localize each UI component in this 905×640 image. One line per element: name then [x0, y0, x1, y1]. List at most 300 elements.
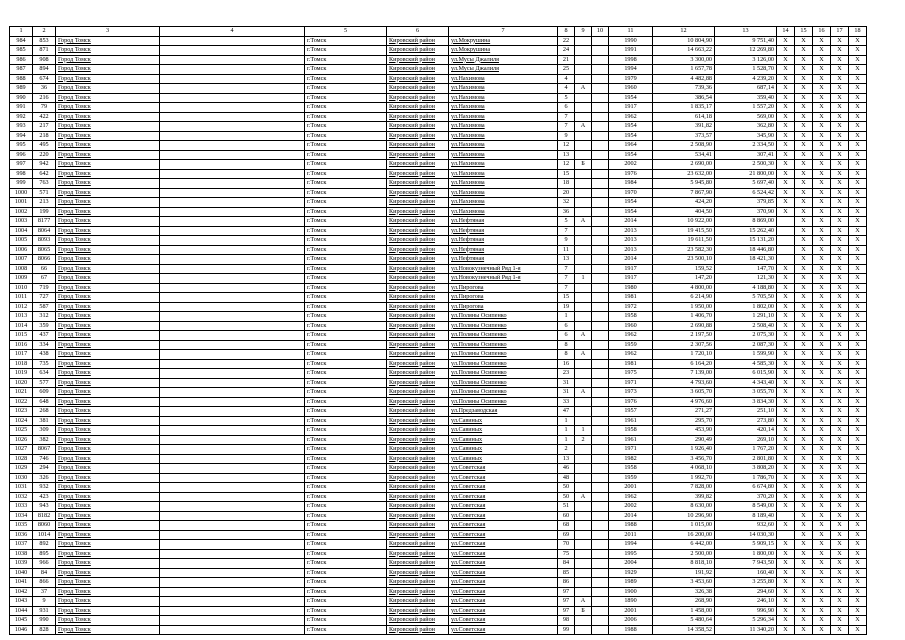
municipality-note-cell — [160, 587, 305, 597]
structure-cell — [592, 407, 609, 417]
structure-cell — [592, 150, 609, 160]
living-area-cell: 370,20 — [715, 492, 777, 502]
structure-cell — [592, 112, 609, 122]
living-area-cell: 251,10 — [715, 407, 777, 417]
year-built-cell: 1970 — [609, 188, 653, 198]
total-area-cell: 391,82 — [653, 122, 715, 132]
structure-cell — [592, 416, 609, 426]
building-letter-cell — [575, 321, 592, 331]
building-letter-cell — [575, 74, 592, 84]
flag-17-cell: X — [831, 502, 849, 512]
flag-14-cell: X — [777, 112, 795, 122]
table-row — [10, 445, 867, 455]
street-cell: ул.Пирогова — [449, 293, 558, 303]
house-number-cell: 5 — [558, 217, 575, 227]
municipality-note-cell — [160, 141, 305, 151]
building-id-cell: 220 — [33, 150, 56, 160]
year-built-cell: 1975 — [609, 369, 653, 379]
table-row — [10, 578, 867, 588]
settlement-cell: г.Томск — [305, 578, 387, 588]
year-built-cell: 2014 — [609, 255, 653, 265]
row-number-cell: 1036 — [10, 530, 33, 540]
district-cell: Кировский район — [387, 245, 449, 255]
house-number-cell: 47 — [558, 407, 575, 417]
flag-18-cell: X — [849, 340, 867, 350]
flag-16-cell: X — [813, 492, 831, 502]
building-letter-cell — [575, 559, 592, 569]
building-id-cell: 312 — [33, 312, 56, 322]
district-cell: Кировский район — [387, 407, 449, 417]
table-row — [10, 369, 867, 379]
total-area-cell: 10 296,90 — [653, 511, 715, 521]
total-area-cell: 23 632,00 — [653, 169, 715, 179]
structure-cell — [592, 454, 609, 464]
living-area-cell: 294,60 — [715, 587, 777, 597]
flag-14-cell: X — [777, 616, 795, 626]
building-id-cell: 8060 — [33, 521, 56, 531]
flag-16-cell: X — [813, 473, 831, 483]
building-letter-cell: Б — [575, 160, 592, 170]
municipality-cell: Город Томск — [56, 540, 160, 550]
building-id-cell: 8066 — [33, 255, 56, 265]
settlement-cell: г.Томск — [305, 236, 387, 246]
row-number-cell: 1023 — [10, 407, 33, 417]
street-cell: ул.Советская — [449, 549, 558, 559]
settlement-cell: г.Томск — [305, 188, 387, 198]
year-built-cell: 1954 — [609, 122, 653, 132]
flag-15-cell: X — [795, 207, 813, 217]
building-letter-cell — [575, 445, 592, 455]
table-row — [10, 122, 867, 132]
flag-17-cell: X — [831, 454, 849, 464]
building-id-cell: 213 — [33, 198, 56, 208]
year-built-cell: 1995 — [609, 549, 653, 559]
municipality-note-cell — [160, 407, 305, 417]
column-header-5: 5 — [305, 27, 387, 37]
street-cell: ул.Савиных — [449, 454, 558, 464]
municipality-note-cell — [160, 293, 305, 303]
street-cell: ул.Нахимова — [449, 179, 558, 189]
total-area-cell: 147,20 — [653, 274, 715, 284]
building-letter-cell — [575, 473, 592, 483]
table-row — [10, 198, 867, 208]
table-row — [10, 435, 867, 445]
total-area-cell: 7 139,00 — [653, 369, 715, 379]
year-built-cell: 1962 — [609, 492, 653, 502]
house-number-cell: 97 — [558, 606, 575, 616]
district-cell: Кировский район — [387, 255, 449, 265]
total-area-cell: 2 307,56 — [653, 340, 715, 350]
living-area-cell: 687,14 — [715, 84, 777, 94]
building-id-cell: 84 — [33, 568, 56, 578]
row-number-cell: 1038 — [10, 549, 33, 559]
flag-17-cell: X — [831, 245, 849, 255]
structure-cell — [592, 93, 609, 103]
table-row — [10, 587, 867, 597]
structure-cell — [592, 369, 609, 379]
row-number-cell: 1013 — [10, 312, 33, 322]
structure-cell — [592, 483, 609, 493]
table-row — [10, 274, 867, 284]
building-letter-cell: А — [575, 217, 592, 227]
flag-15-cell: X — [795, 350, 813, 360]
flag-18-cell: X — [849, 245, 867, 255]
living-area-cell: 8 549,00 — [715, 502, 777, 512]
building-id-cell: 437 — [33, 331, 56, 341]
column-header-7: 7 — [449, 27, 558, 37]
building-id-cell: 908 — [33, 55, 56, 65]
total-area-cell: 10 804,90 — [653, 36, 715, 46]
living-area-cell: 5 697,40 — [715, 179, 777, 189]
settlement-cell: г.Томск — [305, 388, 387, 398]
column-header-18: 18 — [849, 27, 867, 37]
structure-cell — [592, 141, 609, 151]
flag-15-cell: X — [795, 226, 813, 236]
flag-15-cell: X — [795, 131, 813, 141]
house-number-cell: 18 — [558, 179, 575, 189]
living-area-cell: 21 800,00 — [715, 169, 777, 179]
table-row — [10, 46, 867, 56]
flag-14-cell: X — [777, 264, 795, 274]
municipality-cell: Город Томск — [56, 416, 160, 426]
flag-14-cell: X — [777, 55, 795, 65]
living-area-cell: 12 269,80 — [715, 46, 777, 56]
building-letter-cell — [575, 587, 592, 597]
street-cell: ул.Нахимова — [449, 131, 558, 141]
table-row — [10, 188, 867, 198]
settlement-cell: г.Томск — [305, 103, 387, 113]
municipality-cell: Город Томск — [56, 321, 160, 331]
column-header-1: 1 — [10, 27, 33, 37]
flag-14-cell: X — [777, 160, 795, 170]
row-number-cell: 990 — [10, 93, 33, 103]
municipality-cell: Город Томск — [56, 179, 160, 189]
building-letter-cell — [575, 578, 592, 588]
flag-15-cell: X — [795, 93, 813, 103]
house-number-cell: 9 — [558, 236, 575, 246]
flag-17-cell: X — [831, 55, 849, 65]
building-id-cell: 892 — [33, 540, 56, 550]
building-id-cell: 931 — [33, 606, 56, 616]
flag-18-cell: X — [849, 65, 867, 75]
living-area-cell: 2 334,50 — [715, 141, 777, 151]
flag-18-cell: X — [849, 179, 867, 189]
street-cell: ул.Советская — [449, 521, 558, 531]
flag-16-cell: X — [813, 521, 831, 531]
flag-18-cell: X — [849, 103, 867, 113]
total-area-cell: 268,90 — [653, 597, 715, 607]
living-area-cell: 1 528,70 — [715, 65, 777, 75]
row-number-cell: 986 — [10, 55, 33, 65]
flag-16-cell: X — [813, 445, 831, 455]
street-cell: ул.Советская — [449, 559, 558, 569]
street-cell: ул.Нефтяная — [449, 226, 558, 236]
flag-17-cell: X — [831, 312, 849, 322]
district-cell: Кировский район — [387, 502, 449, 512]
flag-16-cell: X — [813, 483, 831, 493]
building-id-cell: 309 — [33, 426, 56, 436]
street-cell: ул.Советская — [449, 502, 558, 512]
flag-14-cell: X — [777, 454, 795, 464]
flag-16-cell: X — [813, 169, 831, 179]
row-number-cell: 1002 — [10, 207, 33, 217]
total-area-cell: 399,82 — [653, 492, 715, 502]
structure-cell — [592, 397, 609, 407]
total-area-cell: 326,38 — [653, 587, 715, 597]
total-area-cell: 2 500,00 — [653, 549, 715, 559]
flag-18-cell: X — [849, 597, 867, 607]
flag-14-cell: X — [777, 274, 795, 284]
building-id-cell: 8093 — [33, 236, 56, 246]
municipality-cell: Город Томск — [56, 160, 160, 170]
total-area-cell: 1 835,17 — [653, 103, 715, 113]
flag-18-cell: X — [849, 283, 867, 293]
structure-cell — [592, 511, 609, 521]
flag-18-cell: X — [849, 84, 867, 94]
structure-cell — [592, 236, 609, 246]
year-built-cell: 1954 — [609, 207, 653, 217]
year-built-cell: 1979 — [609, 74, 653, 84]
flag-16-cell: X — [813, 530, 831, 540]
year-built-cell: 2004 — [609, 559, 653, 569]
building-letter-cell — [575, 302, 592, 312]
table-row — [10, 65, 867, 75]
column-header-4: 4 — [160, 27, 305, 37]
street-cell: ул.Советская — [449, 606, 558, 616]
flag-17-cell: X — [831, 492, 849, 502]
municipality-note-cell — [160, 350, 305, 360]
row-number-cell: 1014 — [10, 321, 33, 331]
flag-18-cell: X — [849, 549, 867, 559]
total-area-cell: 6 442,00 — [653, 540, 715, 550]
municipality-cell: Город Томск — [56, 492, 160, 502]
flag-14-cell: X — [777, 435, 795, 445]
settlement-cell: г.Томск — [305, 340, 387, 350]
municipality-cell: Город Томск — [56, 169, 160, 179]
flag-16-cell: X — [813, 597, 831, 607]
buildings-table — [9, 26, 867, 635]
year-built-cell: 1976 — [609, 169, 653, 179]
municipality-cell: Город Томск — [56, 502, 160, 512]
table-row — [10, 350, 867, 360]
flag-17-cell: X — [831, 350, 849, 360]
house-number-cell: 1 — [558, 312, 575, 322]
district-cell: Кировский район — [387, 236, 449, 246]
municipality-cell: Город Томск — [56, 587, 160, 597]
municipality-cell: Город Томск — [56, 378, 160, 388]
district-cell: Кировский район — [387, 293, 449, 303]
municipality-note-cell — [160, 36, 305, 46]
living-area-cell: 8 189,40 — [715, 511, 777, 521]
flag-18-cell: X — [849, 530, 867, 540]
building-id-cell: 359 — [33, 321, 56, 331]
district-cell: Кировский район — [387, 587, 449, 597]
settlement-cell: г.Томск — [305, 378, 387, 388]
row-number-cell: 1039 — [10, 559, 33, 569]
district-cell: Кировский район — [387, 540, 449, 550]
year-built-cell: 1961 — [609, 435, 653, 445]
row-number-cell: 1028 — [10, 454, 33, 464]
street-cell: ул.Советская — [449, 530, 558, 540]
house-number-cell: 4 — [558, 84, 575, 94]
flag-17-cell: X — [831, 625, 849, 635]
year-built-cell: 1960 — [609, 321, 653, 331]
municipality-note-cell — [160, 150, 305, 160]
living-area-cell: 273,80 — [715, 416, 777, 426]
living-area-cell: 569,00 — [715, 112, 777, 122]
municipality-cell: Город Томск — [56, 559, 160, 569]
street-cell: ул.Советская — [449, 483, 558, 493]
year-built-cell: 1981 — [609, 293, 653, 303]
district-cell: Кировский район — [387, 350, 449, 360]
flag-16-cell: X — [813, 74, 831, 84]
structure-cell — [592, 283, 609, 293]
street-cell: ул.Пирогова — [449, 283, 558, 293]
municipality-cell: Город Томск — [56, 350, 160, 360]
year-built-cell: 1994 — [609, 540, 653, 550]
total-area-cell: 295,70 — [653, 416, 715, 426]
municipality-note-cell — [160, 236, 305, 246]
year-built-cell: 1976 — [609, 397, 653, 407]
flag-15-cell: X — [795, 331, 813, 341]
flag-16-cell: X — [813, 198, 831, 208]
living-area-cell: 359,40 — [715, 93, 777, 103]
flag-15-cell: X — [795, 597, 813, 607]
flag-17-cell: X — [831, 616, 849, 626]
flag-15-cell: X — [795, 340, 813, 350]
structure-cell — [592, 340, 609, 350]
building-id-cell: 36 — [33, 84, 56, 94]
house-number-cell: 13 — [558, 255, 575, 265]
table-row — [10, 616, 867, 626]
district-cell: Кировский район — [387, 226, 449, 236]
table-row — [10, 511, 867, 521]
district-cell: Кировский район — [387, 454, 449, 464]
street-cell: ул.Советская — [449, 578, 558, 588]
municipality-note-cell — [160, 74, 305, 84]
flag-15-cell: X — [795, 359, 813, 369]
municipality-note-cell — [160, 606, 305, 616]
flag-18-cell: X — [849, 502, 867, 512]
street-cell: ул.Советская — [449, 568, 558, 578]
settlement-cell: г.Томск — [305, 416, 387, 426]
municipality-note-cell — [160, 378, 305, 388]
building-id-cell: 642 — [33, 169, 56, 179]
year-built-cell: 1971 — [609, 445, 653, 455]
building-letter-cell: Б — [575, 606, 592, 616]
flag-16-cell: X — [813, 141, 831, 151]
row-number-cell: 984 — [10, 36, 33, 46]
settlement-cell: г.Томск — [305, 198, 387, 208]
flag-17-cell: X — [831, 103, 849, 113]
flag-16-cell: X — [813, 93, 831, 103]
living-area-cell: 2 508,40 — [715, 321, 777, 331]
settlement-cell: г.Томск — [305, 464, 387, 474]
flag-15-cell: X — [795, 198, 813, 208]
total-area-cell: 23 500,10 — [653, 255, 715, 265]
flag-16-cell: X — [813, 454, 831, 464]
total-area-cell: 4 976,60 — [653, 397, 715, 407]
living-area-cell: 246,10 — [715, 597, 777, 607]
flag-16-cell: X — [813, 426, 831, 436]
flag-15-cell: X — [795, 302, 813, 312]
table-row — [10, 407, 867, 417]
settlement-cell: г.Томск — [305, 302, 387, 312]
table-row — [10, 103, 867, 113]
flag-14-cell — [777, 217, 795, 227]
house-number-cell: 84 — [558, 559, 575, 569]
structure-cell — [592, 160, 609, 170]
municipality-cell: Город Томск — [56, 283, 160, 293]
total-area-cell: 191,92 — [653, 568, 715, 578]
building-id-cell: 216 — [33, 93, 56, 103]
flag-15-cell: X — [795, 245, 813, 255]
flag-18-cell: X — [849, 388, 867, 398]
row-number-cell: 1015 — [10, 331, 33, 341]
building-letter-cell: А — [575, 122, 592, 132]
flag-17-cell: X — [831, 426, 849, 436]
municipality-note-cell — [160, 169, 305, 179]
flag-17-cell: X — [831, 369, 849, 379]
municipality-cell: Город Томск — [56, 397, 160, 407]
flag-15-cell: X — [795, 122, 813, 132]
building-id-cell: 199 — [33, 207, 56, 217]
flag-18-cell: X — [849, 264, 867, 274]
street-cell: ул.Нахимова — [449, 169, 558, 179]
structure-cell — [592, 378, 609, 388]
flag-18-cell: X — [849, 359, 867, 369]
flag-17-cell: X — [831, 141, 849, 151]
row-number-cell: 1027 — [10, 445, 33, 455]
settlement-cell: г.Томск — [305, 530, 387, 540]
flag-18-cell: X — [849, 293, 867, 303]
district-cell: Кировский район — [387, 103, 449, 113]
municipality-note-cell — [160, 540, 305, 550]
year-built-cell: 1954 — [609, 93, 653, 103]
table-row — [10, 245, 867, 255]
municipality-cell: Город Томск — [56, 236, 160, 246]
flag-17-cell: X — [831, 302, 849, 312]
flag-15-cell: X — [795, 445, 813, 455]
municipality-note-cell — [160, 131, 305, 141]
table-row — [10, 283, 867, 293]
flag-18-cell: X — [849, 274, 867, 284]
settlement-cell: г.Томск — [305, 473, 387, 483]
municipality-cell: Город Томск — [56, 217, 160, 227]
flag-16-cell: X — [813, 568, 831, 578]
flag-16-cell: X — [813, 293, 831, 303]
flag-16-cell: X — [813, 464, 831, 474]
municipality-note-cell — [160, 549, 305, 559]
flag-15-cell: X — [795, 217, 813, 227]
flag-18-cell: X — [849, 74, 867, 84]
settlement-cell: г.Томск — [305, 74, 387, 84]
district-cell: Кировский район — [387, 93, 449, 103]
living-area-cell: 8 869,00 — [715, 217, 777, 227]
building-id-cell: 894 — [33, 65, 56, 75]
building-letter-cell — [575, 407, 592, 417]
building-id-cell: 495 — [33, 141, 56, 151]
flag-16-cell: X — [813, 36, 831, 46]
flag-18-cell: X — [849, 568, 867, 578]
row-number-cell: 996 — [10, 150, 33, 160]
street-cell: ул.Мокрушина — [449, 36, 558, 46]
flag-18-cell: X — [849, 112, 867, 122]
row-number-cell: 987 — [10, 65, 33, 75]
living-area-cell: 345,90 — [715, 131, 777, 141]
living-area-cell: 6 524,42 — [715, 188, 777, 198]
district-cell: Кировский район — [387, 141, 449, 151]
